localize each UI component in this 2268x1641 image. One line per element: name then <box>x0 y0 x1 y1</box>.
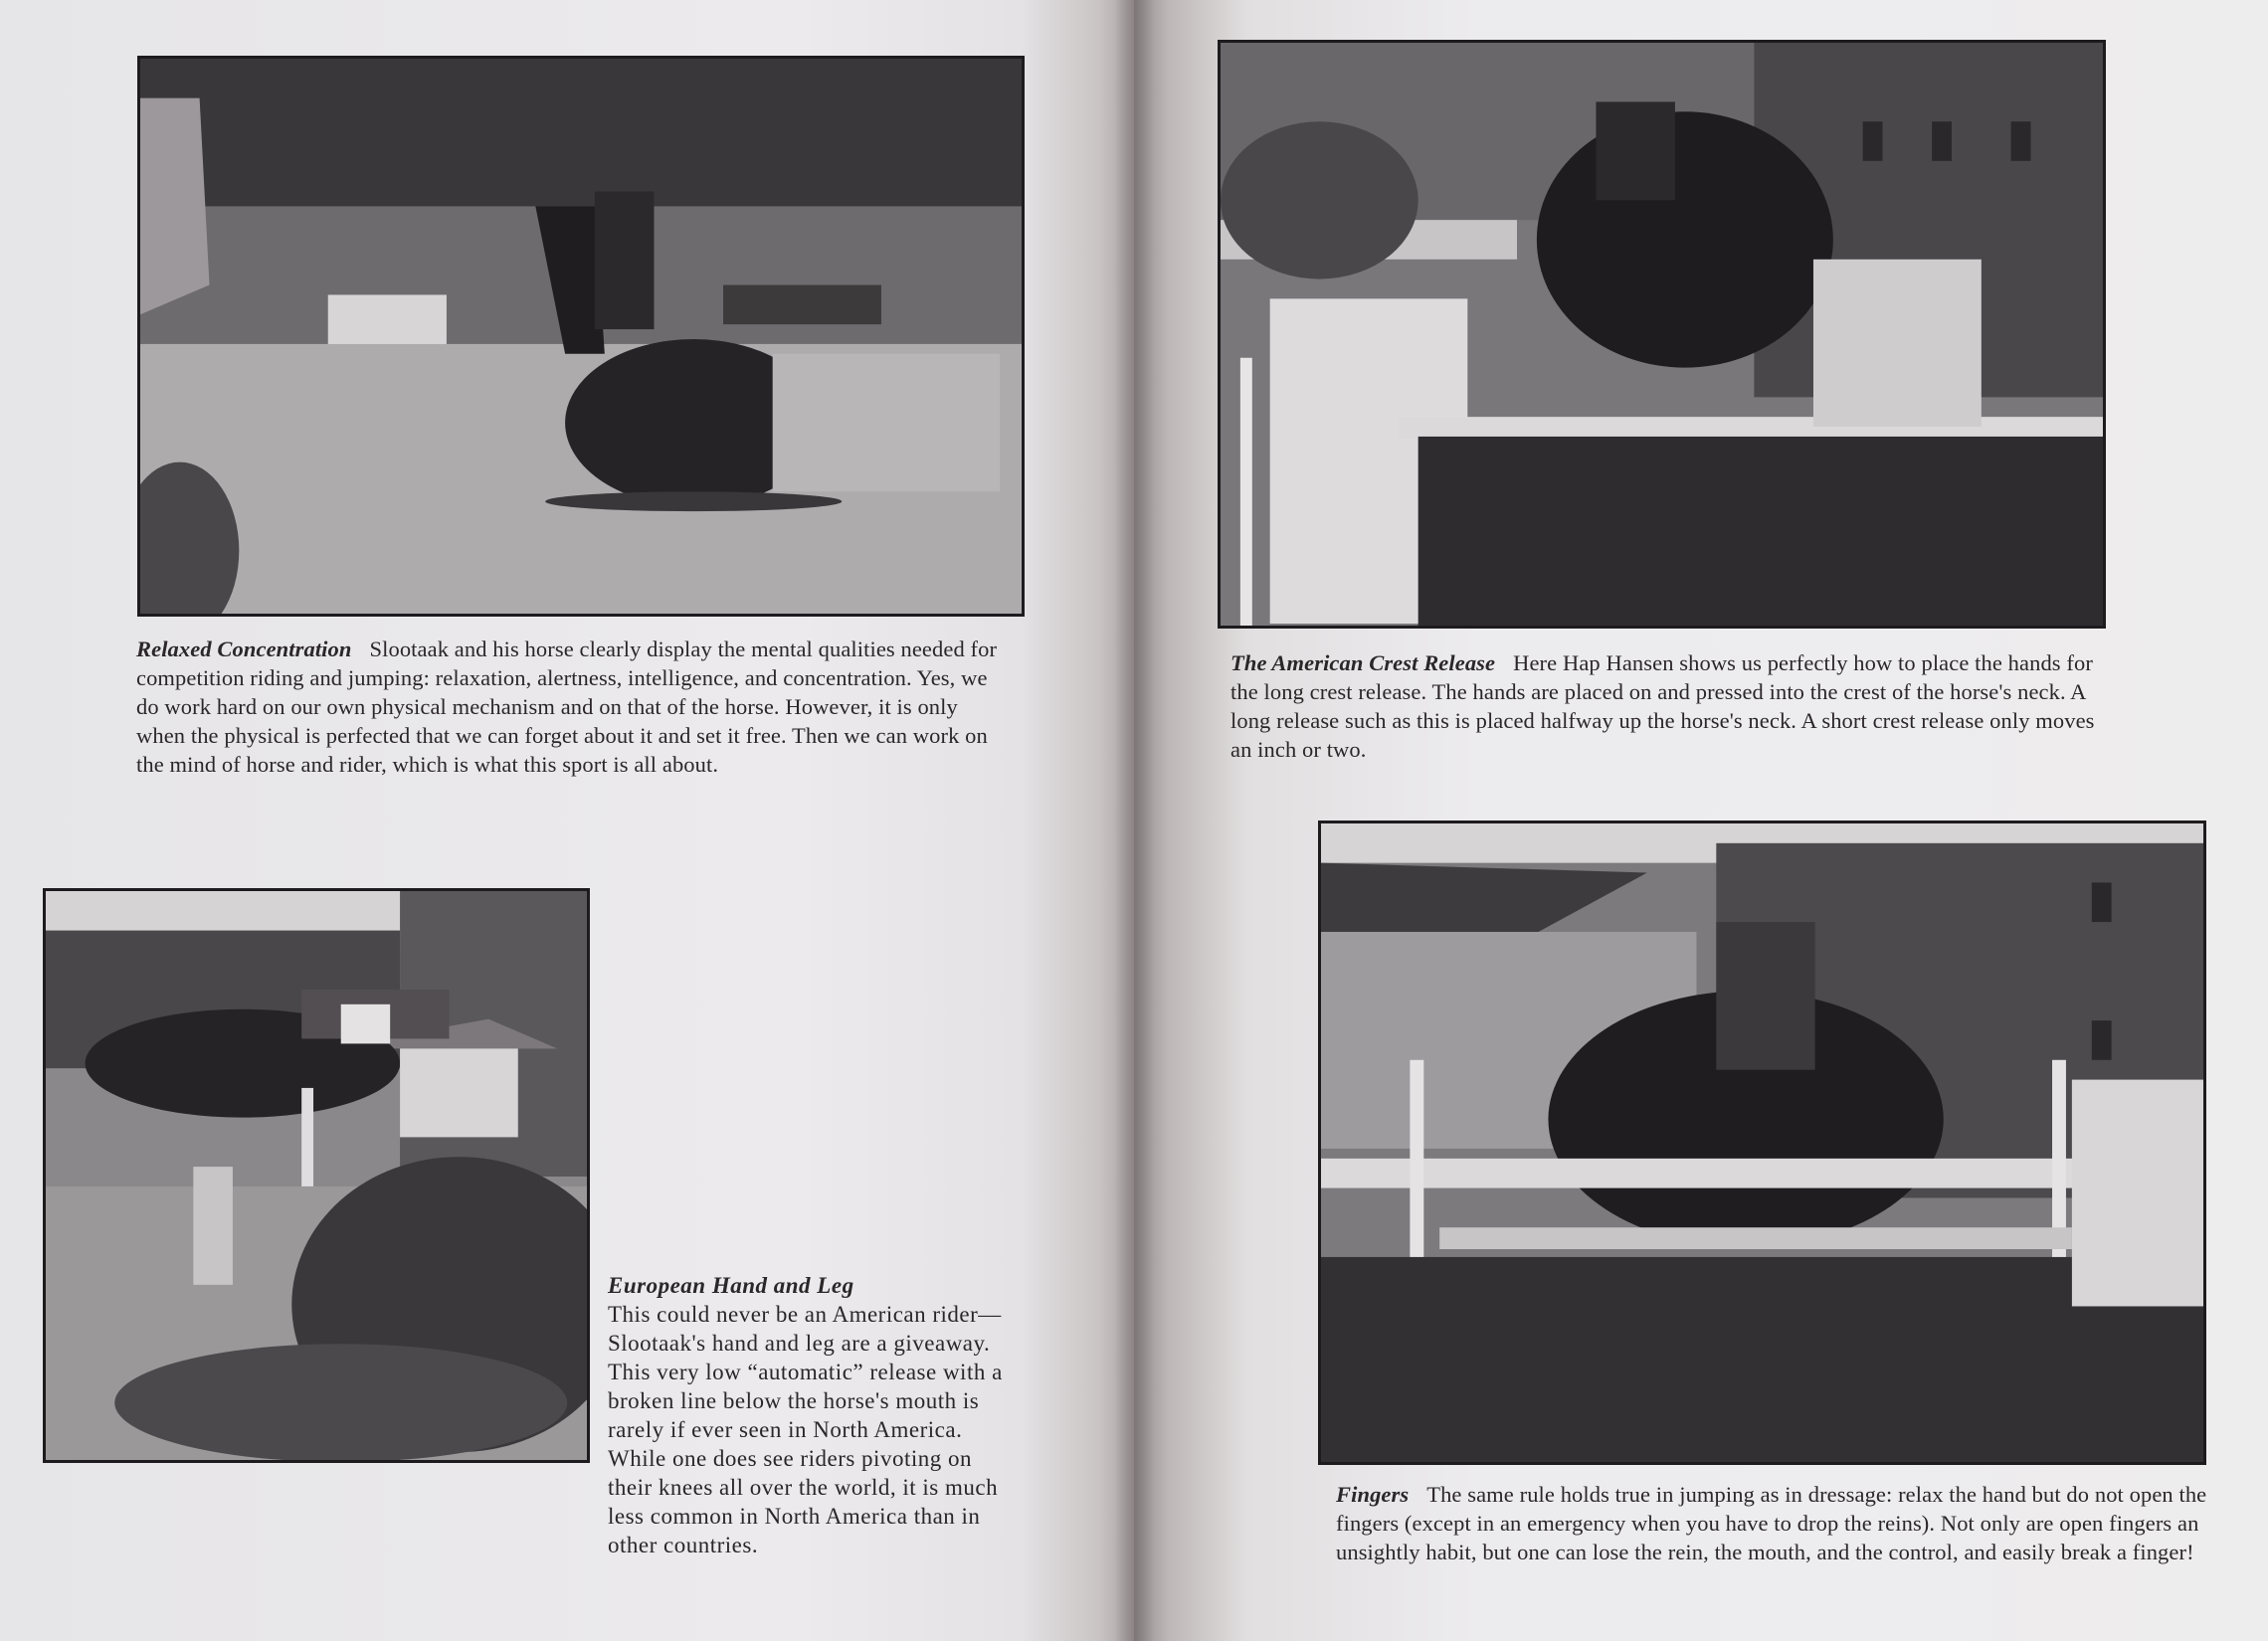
photo-placeholder-image <box>46 891 587 1460</box>
photo-placeholder-image <box>140 59 1022 614</box>
caption-american-crest-release <box>1230 648 2106 764</box>
photo-placeholder-image <box>1321 823 2203 1462</box>
photo-fingers <box>1318 820 2206 1465</box>
caption-text: This could never be an American rider—Slootaak's hand and leg are a giveaway. This very low “automatic” release with a broken line below the horse's mouth is rarely if ever seen in North America. While one does see riders pivoting on their knees all over the world, it is much less common in North America than in other countries. <box>608 1302 1003 1557</box>
photo-placeholder-image <box>1221 43 2103 626</box>
caption-title: The American Crest Release <box>1230 650 1496 675</box>
caption-title: Fingers <box>1336 1482 1410 1507</box>
caption-title: European Hand and Leg <box>608 1273 854 1298</box>
caption-text: Here Hap Hansen shows us perfectly how to place the hands for the long crest release. The hands are placed on and pressed into the crest of the horse's neck. A long release such as this is placed halfway up the horse's neck. A short crest release only moves an inch or two. <box>1230 650 2095 762</box>
photo-relaxed-concentration <box>137 56 1025 617</box>
caption-relaxed-concentration <box>136 635 1012 779</box>
book-gutter <box>1114 0 1154 1641</box>
caption-text: Slootaak and his horse clearly display the mental qualities needed for competition riding and jumping: relaxation, alertness, intelligence, and concentration. Yes, we do work hard on our own physical mechanism and on that of the horse. However, it is only when the physical is perfected that we can forget about it and set it free. Then we can work on the mind of horse and rider, which is what this sport is all about. <box>136 637 998 777</box>
caption-text: The same rule holds true in jumping as in dressage: relax the hand but do not open the fingers (except in an emergency when you have to drop the reins). Not only are open fingers an unsightly habit, but one can lose the rein, the mouth, and the control, and easily break a finger! <box>1336 1482 2207 1564</box>
caption-european-hand-and-leg <box>608 1271 1016 1559</box>
photo-european-hand-and-leg <box>43 888 590 1463</box>
photo-american-crest-release <box>1218 40 2106 629</box>
caption-title: Relaxed Concentration <box>136 637 352 661</box>
caption-fingers <box>1336 1480 2211 1566</box>
